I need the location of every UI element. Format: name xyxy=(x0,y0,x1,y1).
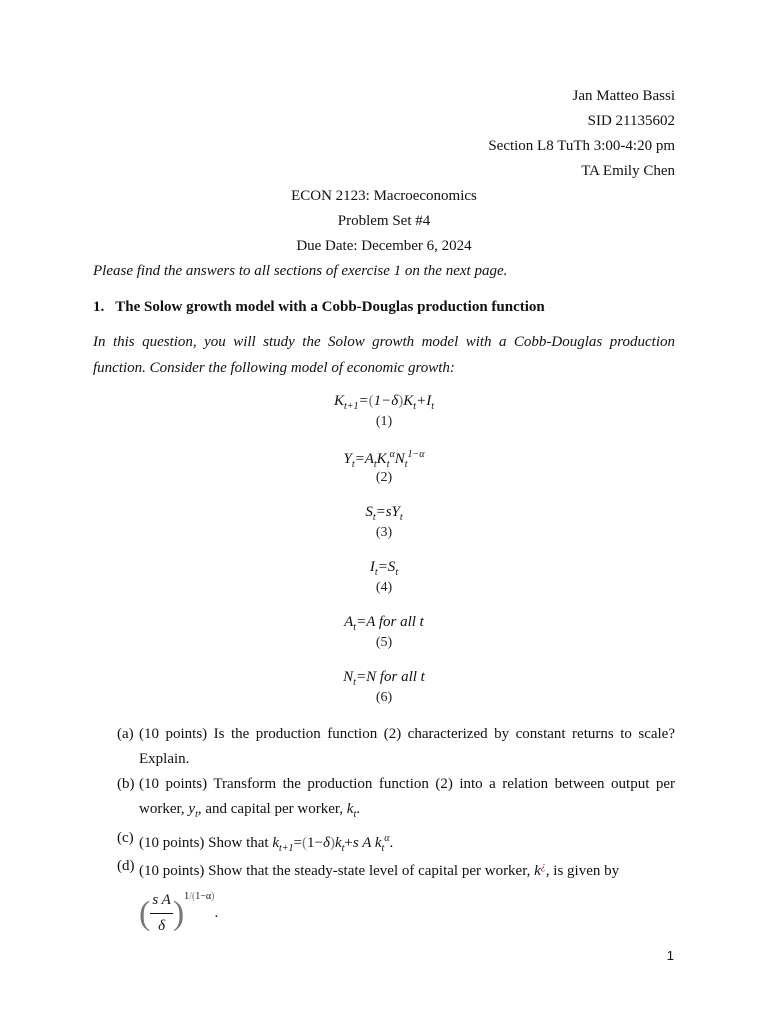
section-info: Section L8 TuTh 3:00-4:20 pm xyxy=(488,138,675,154)
equation-number-5: (5) xyxy=(375,635,393,650)
equation-number-3: (3) xyxy=(375,525,393,540)
question-c-label: (c) xyxy=(117,830,134,846)
exercise-number: 1. xyxy=(93,299,105,315)
question-c-text: (10 points) Show that $k_{t+1}=(1-\delta)k_t+s$ A $k_t^\alpha$. xyxy=(139,833,394,854)
steady-state-formula: ( $\frac{\text{s A}}{\delta}$ )$^{1/(1-\alpha)}$. xyxy=(139,884,675,928)
equation-number-6: (6) xyxy=(375,690,393,705)
exercise-title: The Solow growth model with a Cobb-Douglas production function xyxy=(115,299,545,315)
question-d-text: (10 points) Show that the steady-state level of capital per worker, k¿, is given by xyxy=(139,861,620,879)
equation-5: $A_t=A$ for all t xyxy=(344,614,424,633)
course-title: ECON 2123: Macroeconomics xyxy=(291,188,477,204)
answers-note: Please find the answers to all sections of exercise 1 on the next page. xyxy=(93,263,508,279)
ta-name: TA Emily Chen xyxy=(581,163,675,179)
question-a xyxy=(117,722,675,772)
author-block xyxy=(488,84,675,184)
question-a-text: (10 points) Is the production function (2) characterized by constant returns to scale? Explain. xyxy=(139,726,675,767)
equation-6: $N_t=N$ for all t xyxy=(343,669,425,688)
question-d-label: (d) xyxy=(117,858,135,874)
equation-1: $K_{t+1}=(1-\delta)K_t+I_t$ xyxy=(334,393,434,412)
question-b xyxy=(117,772,675,827)
question-d xyxy=(117,854,675,935)
question-b-label: (b) xyxy=(117,776,135,792)
student-id: SID 21135602 xyxy=(587,113,675,129)
page-number: 1 xyxy=(666,948,674,963)
equation-number-2: (2) xyxy=(375,470,393,485)
equation-2: $Y_t=A_tK_t^\alpha N_t^{1-\alpha}$ xyxy=(343,449,425,470)
due-date: Due Date: December 6, 2024 xyxy=(296,238,472,254)
equation-4: $I_t=S_t$ xyxy=(369,559,399,578)
exercise-intro: In this question, you will study the Solow growth model with a Cobb-Douglas production function. Consider the following model of economic growth: xyxy=(93,334,675,376)
author-name: Jan Matteo Bassi xyxy=(572,88,675,104)
equation-number-4: (4) xyxy=(375,580,393,595)
exercise-heading xyxy=(93,299,675,316)
equation-3: $S_t=sY_t$ xyxy=(365,504,403,523)
question-a-label: (a) xyxy=(117,726,134,742)
question-b-text: (10 points) Transform the production function (2) into a relation between output per worker, $y_t$, and capital per worker, $k_t$. xyxy=(139,776,675,820)
equation-number-1: (1) xyxy=(375,414,393,429)
problem-set-title: Problem Set #4 xyxy=(337,213,431,229)
